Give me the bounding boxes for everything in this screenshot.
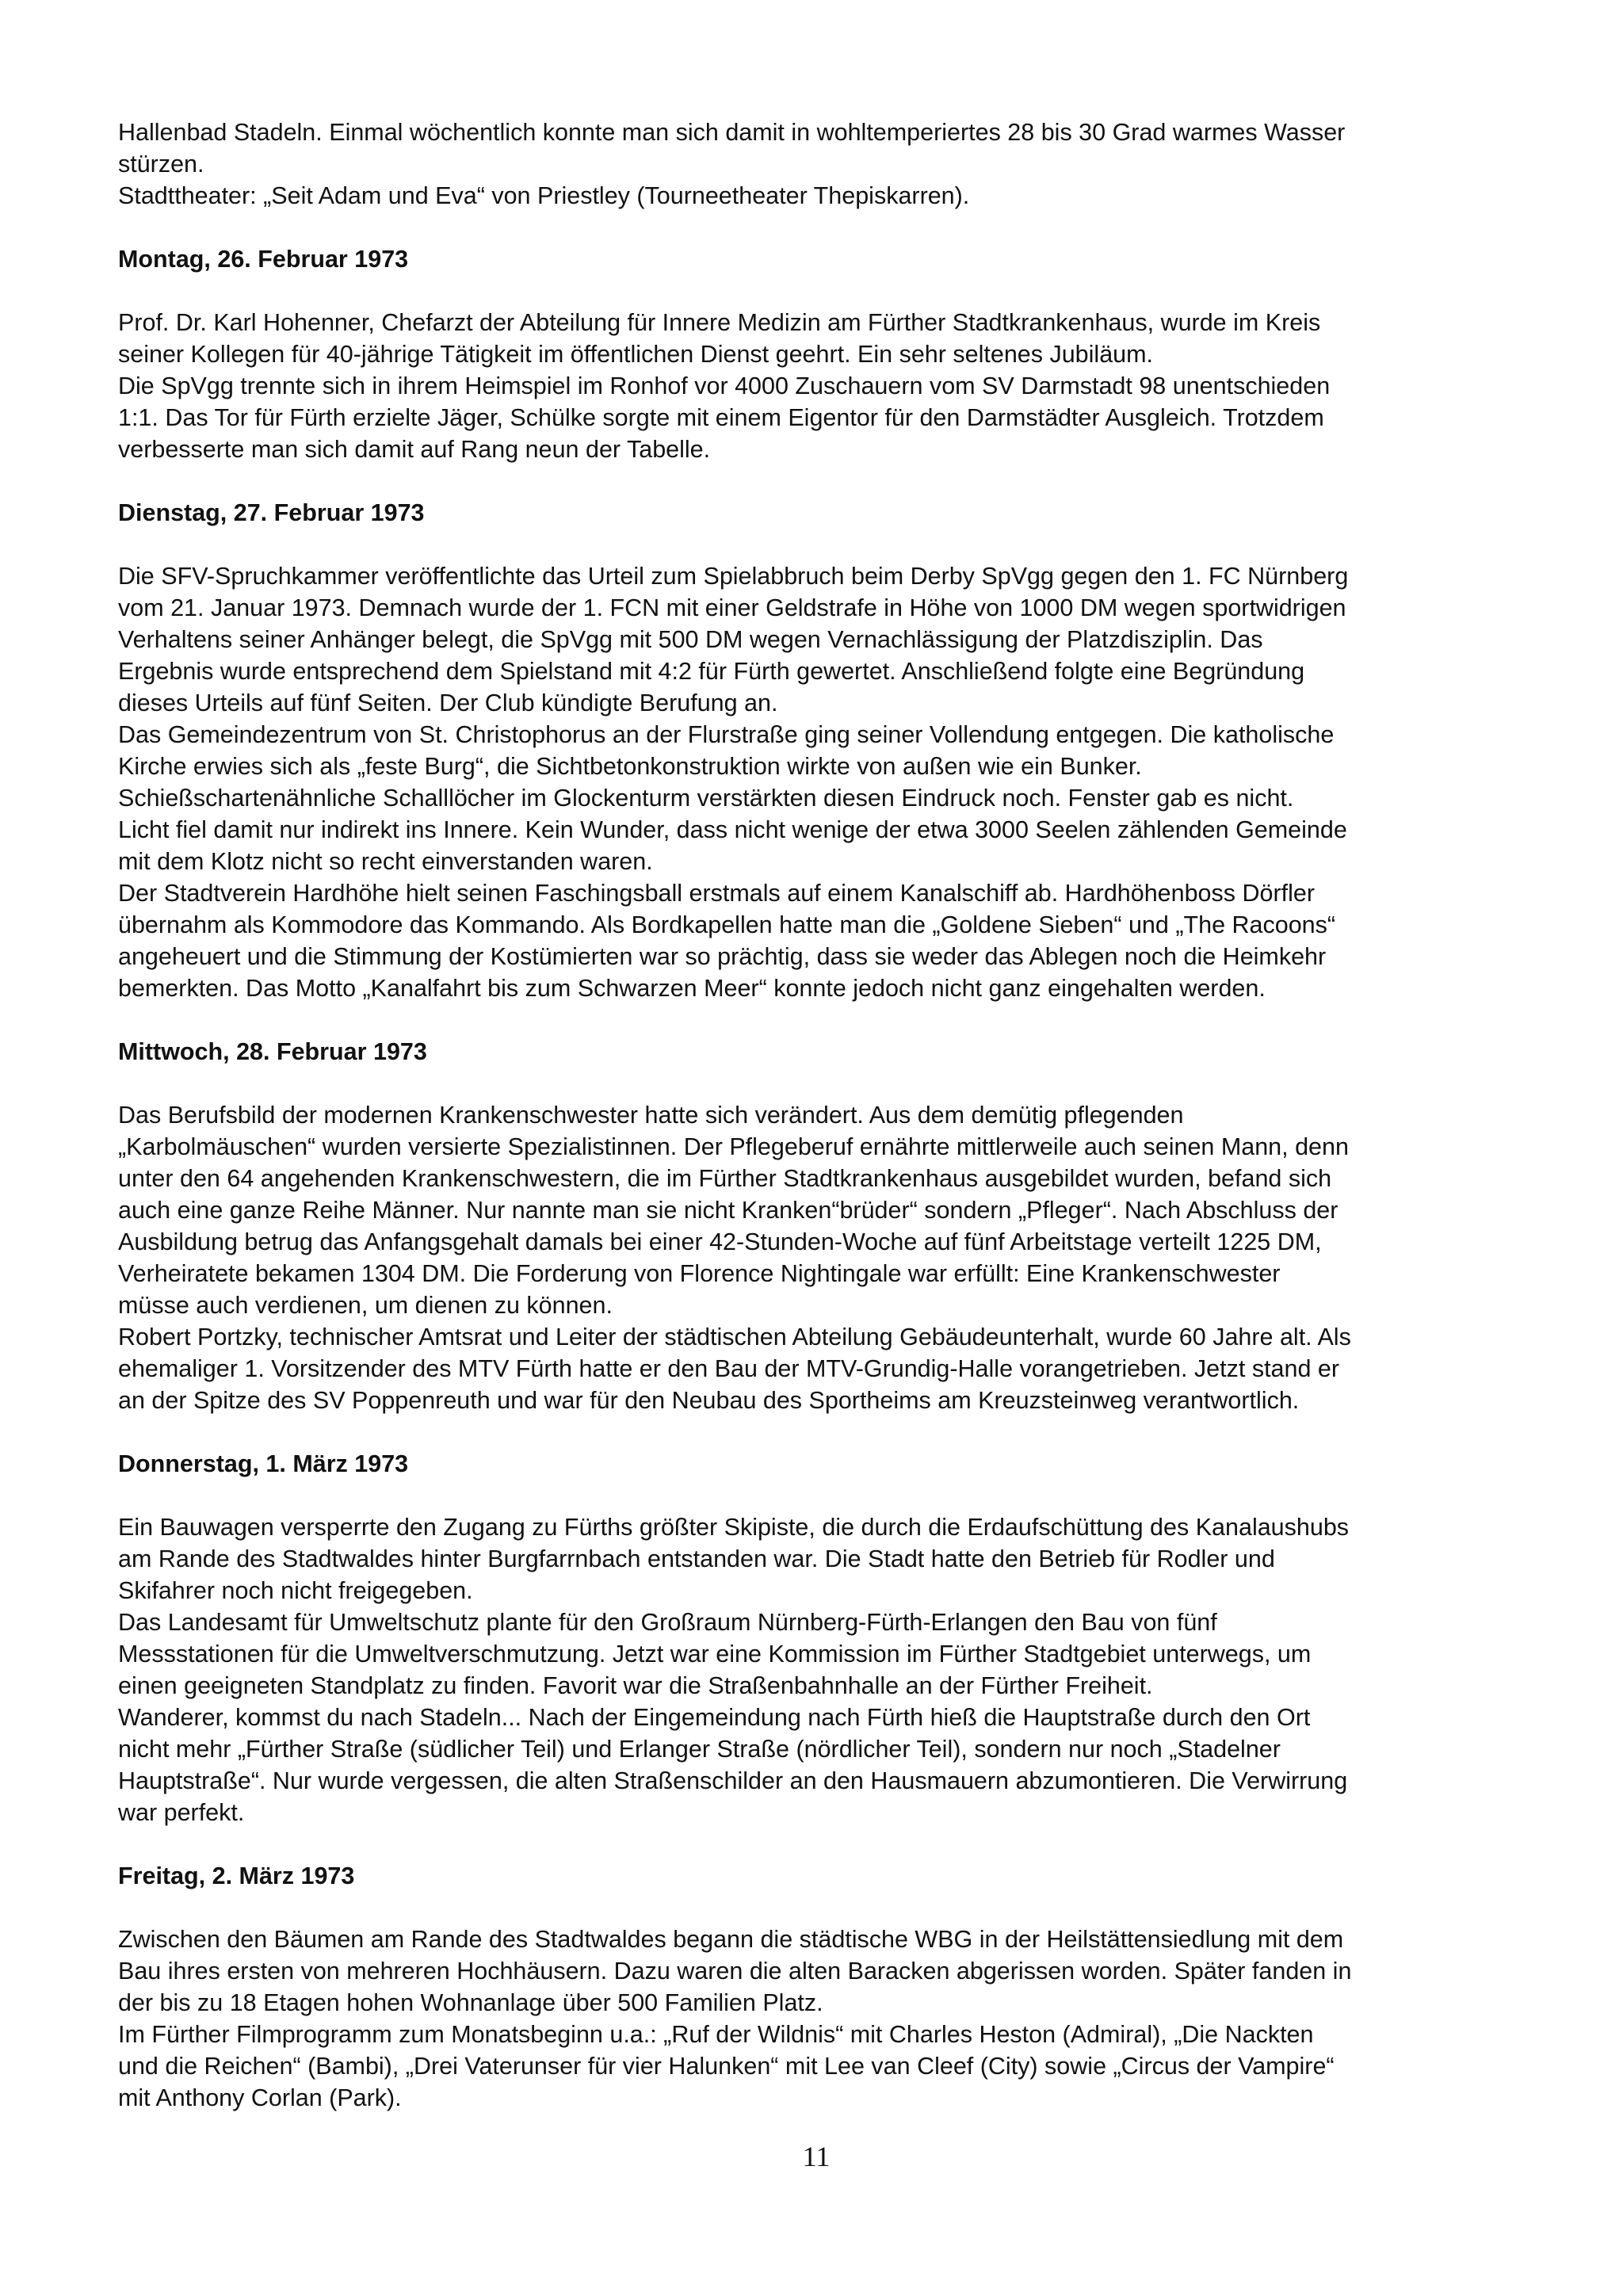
text-line: dieses Urteils auf fünf Seiten. Der Club kündigte Berufung an. [118, 690, 778, 716]
text-line: Im Fürther Filmprogramm zum Monatsbeginn u.a.: „Ruf der Wildnis“ mit Charles Heston (Admiral), „Die Nackten [118, 2021, 1314, 2048]
day-section [118, 465, 1545, 1004]
text-line: mit dem Klotz nicht so recht einverstanden waren. [118, 848, 653, 875]
text-line: an der Spitze des SV Poppenreuth und war für den Neubau des Sportheims am Kreuzsteinweg verantwortlich. [118, 1387, 1300, 1414]
text-line: Das Berufsbild der modernen Krankenschwester hatte sich verändert. Aus dem demütig pflegenden [118, 1102, 1184, 1129]
day-section [118, 1828, 1545, 2114]
day-heading: Mittwoch, 28. Februar 1973 [118, 1038, 427, 1065]
text-line: Kirche erwies sich als „feste Burg“, die Sichtbetonkonstruktion wirkte von außen wie ein Bunker. [118, 753, 1142, 780]
text-line: Robert Portzky, technischer Amtsrat und Leiter der städtischen Abteilung Gebäudeunterhalt, wurde 60 Jahre alt. Als [118, 1324, 1351, 1350]
spacer [118, 1828, 1545, 1860]
text-line: und die Reichen“ (Bambi), „Drei Vaterunser für vier Halunken“ mit Lee van Cleef (City) sowie „Circus der Vampire“ [118, 2053, 1335, 2080]
text-line: auch eine ganze Reihe Männer. Nur nannte man sie nicht Kranken“brüder“ sondern „Pfleger“. Nach Abschluss der [118, 1197, 1338, 1224]
text-line: Hallenbad Stadeln. Einmal wöchentlich konnte man sich damit in wohltemperiertes 28 bis 30 Grad warmes Wasser [118, 119, 1346, 146]
text-line: Wanderer, kommst du nach Stadeln... Nach der Eingemeindung nach Fürth hieß die Hauptstraße durch den Ort [118, 1704, 1311, 1731]
intro-paragraph [118, 117, 1545, 212]
text-line: Schießschartenähnliche Schalllöcher im Glockenturm verstärkten diesen Eindruck noch. Fenster gab es nicht. [118, 785, 1294, 812]
spacer [118, 212, 1545, 243]
text-line: Bau ihres ersten von mehreren Hochhäusern. Dazu waren die alten Baracken abgerissen worden. Später fanden in [118, 1958, 1352, 1985]
text-line: ehemaliger 1. Vorsitzender des MTV Fürth hatte er den Bau der MTV-Grundig-Halle vorangetrieben. Jetzt stand er [118, 1355, 1340, 1382]
text-line: Hauptstraße“. Nur wurde vergessen, die alten Straßenschilder an den Hausmauern abzumontieren. Die Verwirrung [118, 1767, 1348, 1794]
text-line: Das Landesamt für Umweltschutz plante für den Großraum Nürnberg-Fürth-Erlangen den Bau von fünf [118, 1609, 1217, 1636]
text-line: übernahm als Kommodore das Kommando. Als Bordkapellen hatte man die „Goldene Sieben“ und „The Racoons“ [118, 911, 1336, 938]
text-line: Die SpVgg trennte sich in ihrem Heimspiel im Ronhof vor 4000 Zuschauern vom SV Darmstadt 98 unentschieden [118, 372, 1331, 399]
spacer [118, 529, 1545, 560]
chronicle-sections [118, 212, 1545, 2114]
day-entries [118, 1099, 1545, 1416]
text-line: Licht fiel damit nur indirekt ins Innere. Kein Wunder, dass nicht wenige der etwa 3000 Seelen zählenden Gemeinde [118, 816, 1347, 843]
day-entries [118, 307, 1545, 465]
text-line: 1:1. Das Tor für Fürth erzielte Jäger, Schülke sorgte mit einem Eigentor für den Darmstädter Ausgleich. Trotzdem [118, 404, 1324, 431]
text-line: Die SFV-Spruchkammer veröffentlichte das Urteil zum Spielabbruch beim Derby SpVgg gegen den 1. FC Nürnberg [118, 563, 1349, 590]
day-heading: Freitag, 2. März 1973 [118, 1862, 355, 1889]
text-line: vom 21. Januar 1973. Demnach wurde der 1. FCN mit einer Geldstrafe in Höhe von 1000 DM wegen sportwidrigen [118, 594, 1346, 621]
text-line: „Karbolmäuschen“ wurden versierte Spezialistinnen. Der Pflegeberuf ernährte mittlerweile auch seinen Mann, denn [118, 1133, 1349, 1160]
text-line: stürzen. [118, 151, 204, 178]
day-heading: Donnerstag, 1. März 1973 [118, 1450, 409, 1477]
day-heading: Montag, 26. Februar 1973 [118, 246, 409, 273]
day-entries [118, 1924, 1545, 2114]
text-line: Messstationen für die Umweltverschmutzung. Jetzt war eine Kommission im Fürther Stadtgebiet unterwegs, um [118, 1641, 1312, 1668]
text-line: müsse auch verdienen, um dienen zu können. [118, 1292, 613, 1319]
text-line: Prof. Dr. Karl Hohenner, Chefarzt der Abteilung für Innere Medizin am Fürther Stadtkrankenhaus, wurde im Kreis [118, 309, 1321, 336]
text-line: Stadttheater: „Seit Adam und Eva“ von Priestley (Tourneetheater Thepiskarren). [118, 182, 970, 209]
text-line: war perfekt. [118, 1799, 245, 1826]
text-line: Ausbildung betrug das Anfangsgehalt damals bei einer 42-Stunden-Woche auf fünf Arbeitstage verteilt 1225 DM, [118, 1228, 1322, 1255]
day-section [118, 212, 1545, 465]
text-line: Der Stadtverein Hardhöhe hielt seinen Faschingsball erstmals auf einem Kanalschiff ab. Hardhöhenboss Dörfler [118, 880, 1316, 907]
text-line: seiner Kollegen für 40-jährige Tätigkeit im öffentlichen Dienst geehrt. Ein sehr seltenes Jubiläum. [118, 341, 1154, 368]
day-entries [118, 560, 1545, 1004]
text-line: am Rande des Stadtwaldes hinter Burgfarrnbach entstanden war. Die Stadt hatte den Betrieb für Rodler und [118, 1545, 1275, 1572]
text-line: bemerkten. Das Motto „Kanalfahrt bis zum Schwarzen Meer“ konnte jedoch nicht ganz eingehalten werden. [118, 975, 1266, 1002]
page-number: 11 [802, 2141, 831, 2172]
text-line: Ein Bauwagen versperrte den Zugang zu Fürths größter Skipiste, die durch die Erdaufschüttung des Kanalaushubs [118, 1514, 1350, 1541]
day-heading: Dienstag, 27. Februar 1973 [118, 499, 425, 526]
text-line: Verhaltens seiner Anhänger belegt, die SpVgg mit 500 DM wegen Vernachlässigung der Platzdisziplin. Das [118, 626, 1263, 653]
text-line: einen geeigneten Standplatz zu finden. Favorit war die Straßenbahnhalle an der Fürther Freiheit. [118, 1672, 1153, 1699]
spacer [118, 465, 1545, 497]
text-line: angeheuert und die Stimmung der Kostümierten war so prächtig, dass sie weder das Ablegen noch die Heimkehr [118, 943, 1327, 970]
spacer [118, 1004, 1545, 1036]
text-line: Das Gemeindezentrum von St. Christophorus an der Flurstraße ging seiner Vollendung entgegen. Die katholische [118, 721, 1335, 748]
text-line: nicht mehr „Fürther Straße (südlicher Teil) und Erlanger Straße (nördlicher Teil), sondern nur noch „Stadelner [118, 1736, 1281, 1763]
document-page [118, 117, 1545, 2114]
spacer [118, 1480, 1545, 1511]
text-line: Skifahrer noch nicht freigegeben. [118, 1577, 473, 1604]
day-section [118, 1416, 1545, 1828]
day-section [118, 1004, 1545, 1416]
day-entries [118, 1511, 1545, 1828]
text-line: Ergebnis wurde entsprechend dem Spielstand mit 4:2 für Fürth gewertet. Anschließend folgte eine Begründung [118, 658, 1305, 685]
spacer [118, 1892, 1545, 1924]
spacer [118, 275, 1545, 307]
text-line: Zwischen den Bäumen am Rande des Stadtwaldes begann die städtische WBG in der Heilstättensiedlung mit dem [118, 1926, 1344, 1953]
spacer [118, 1068, 1545, 1099]
text-line: Verheiratete bekamen 1304 DM. Die Forderung von Florence Nightingale war erfüllt: Eine Krankenschwester [118, 1260, 1281, 1287]
text-line: der bis zu 18 Etagen hohen Wohnanlage über 500 Familien Platz. [118, 1989, 823, 2016]
text-line: verbesserte man sich damit auf Rang neun der Tabelle. [118, 436, 711, 463]
text-line: unter den 64 angehenden Krankenschwestern, die im Fürther Stadtkrankenhaus ausgebildet wurden, befand sich [118, 1165, 1332, 1192]
spacer [118, 1416, 1545, 1448]
text-line: mit Anthony Corlan (Park). [118, 2084, 402, 2111]
